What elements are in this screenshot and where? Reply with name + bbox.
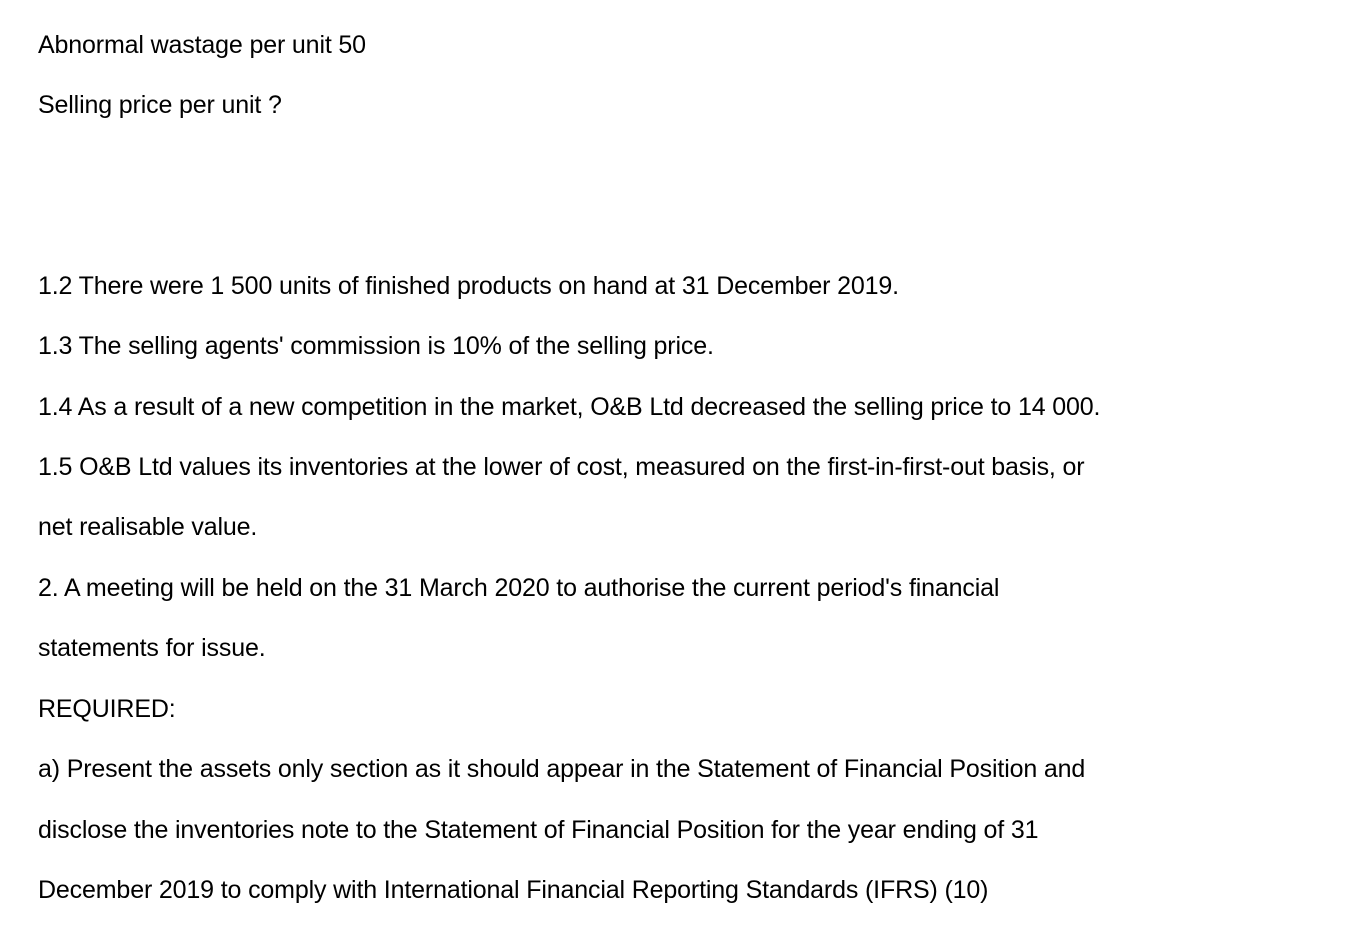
requirement-a-continued-2: December 2019 to comply with International Financial Reporting Standards (IFRS) (10) (38, 876, 989, 904)
item-2: 2. A meeting will be held on the 31 March 2020 to authorise the current period's financial (38, 574, 1000, 602)
selling-price-line: Selling price per unit ? (38, 91, 282, 119)
abnormal-wastage-line: Abnormal wastage per unit 50 (38, 31, 366, 59)
required-heading: REQUIRED: (38, 695, 176, 723)
item-1-3: 1.3 The selling agents' commission is 10% of the selling price. (38, 332, 714, 360)
item-1-4: 1.4 As a result of a new competition in the market, O&B Ltd decreased the selling price to 14 000. (38, 393, 1101, 421)
requirement-a: a) Present the assets only section as it should appear in the Statement of Financial Position and (38, 755, 1086, 783)
requirement-a-continued-1: disclose the inventories note to the Statement of Financial Position for the year ending of 31 (38, 816, 1039, 844)
item-1-5: 1.5 O&B Ltd values its inventories at the lower of cost, measured on the first-in-first-out basis, or (38, 453, 1085, 481)
item-2-continued: statements for issue. (38, 634, 266, 662)
item-1-2: 1.2 There were 1 500 units of finished products on hand at 31 December 2019. (38, 272, 899, 300)
item-1-5-continued: net realisable value. (38, 513, 258, 541)
